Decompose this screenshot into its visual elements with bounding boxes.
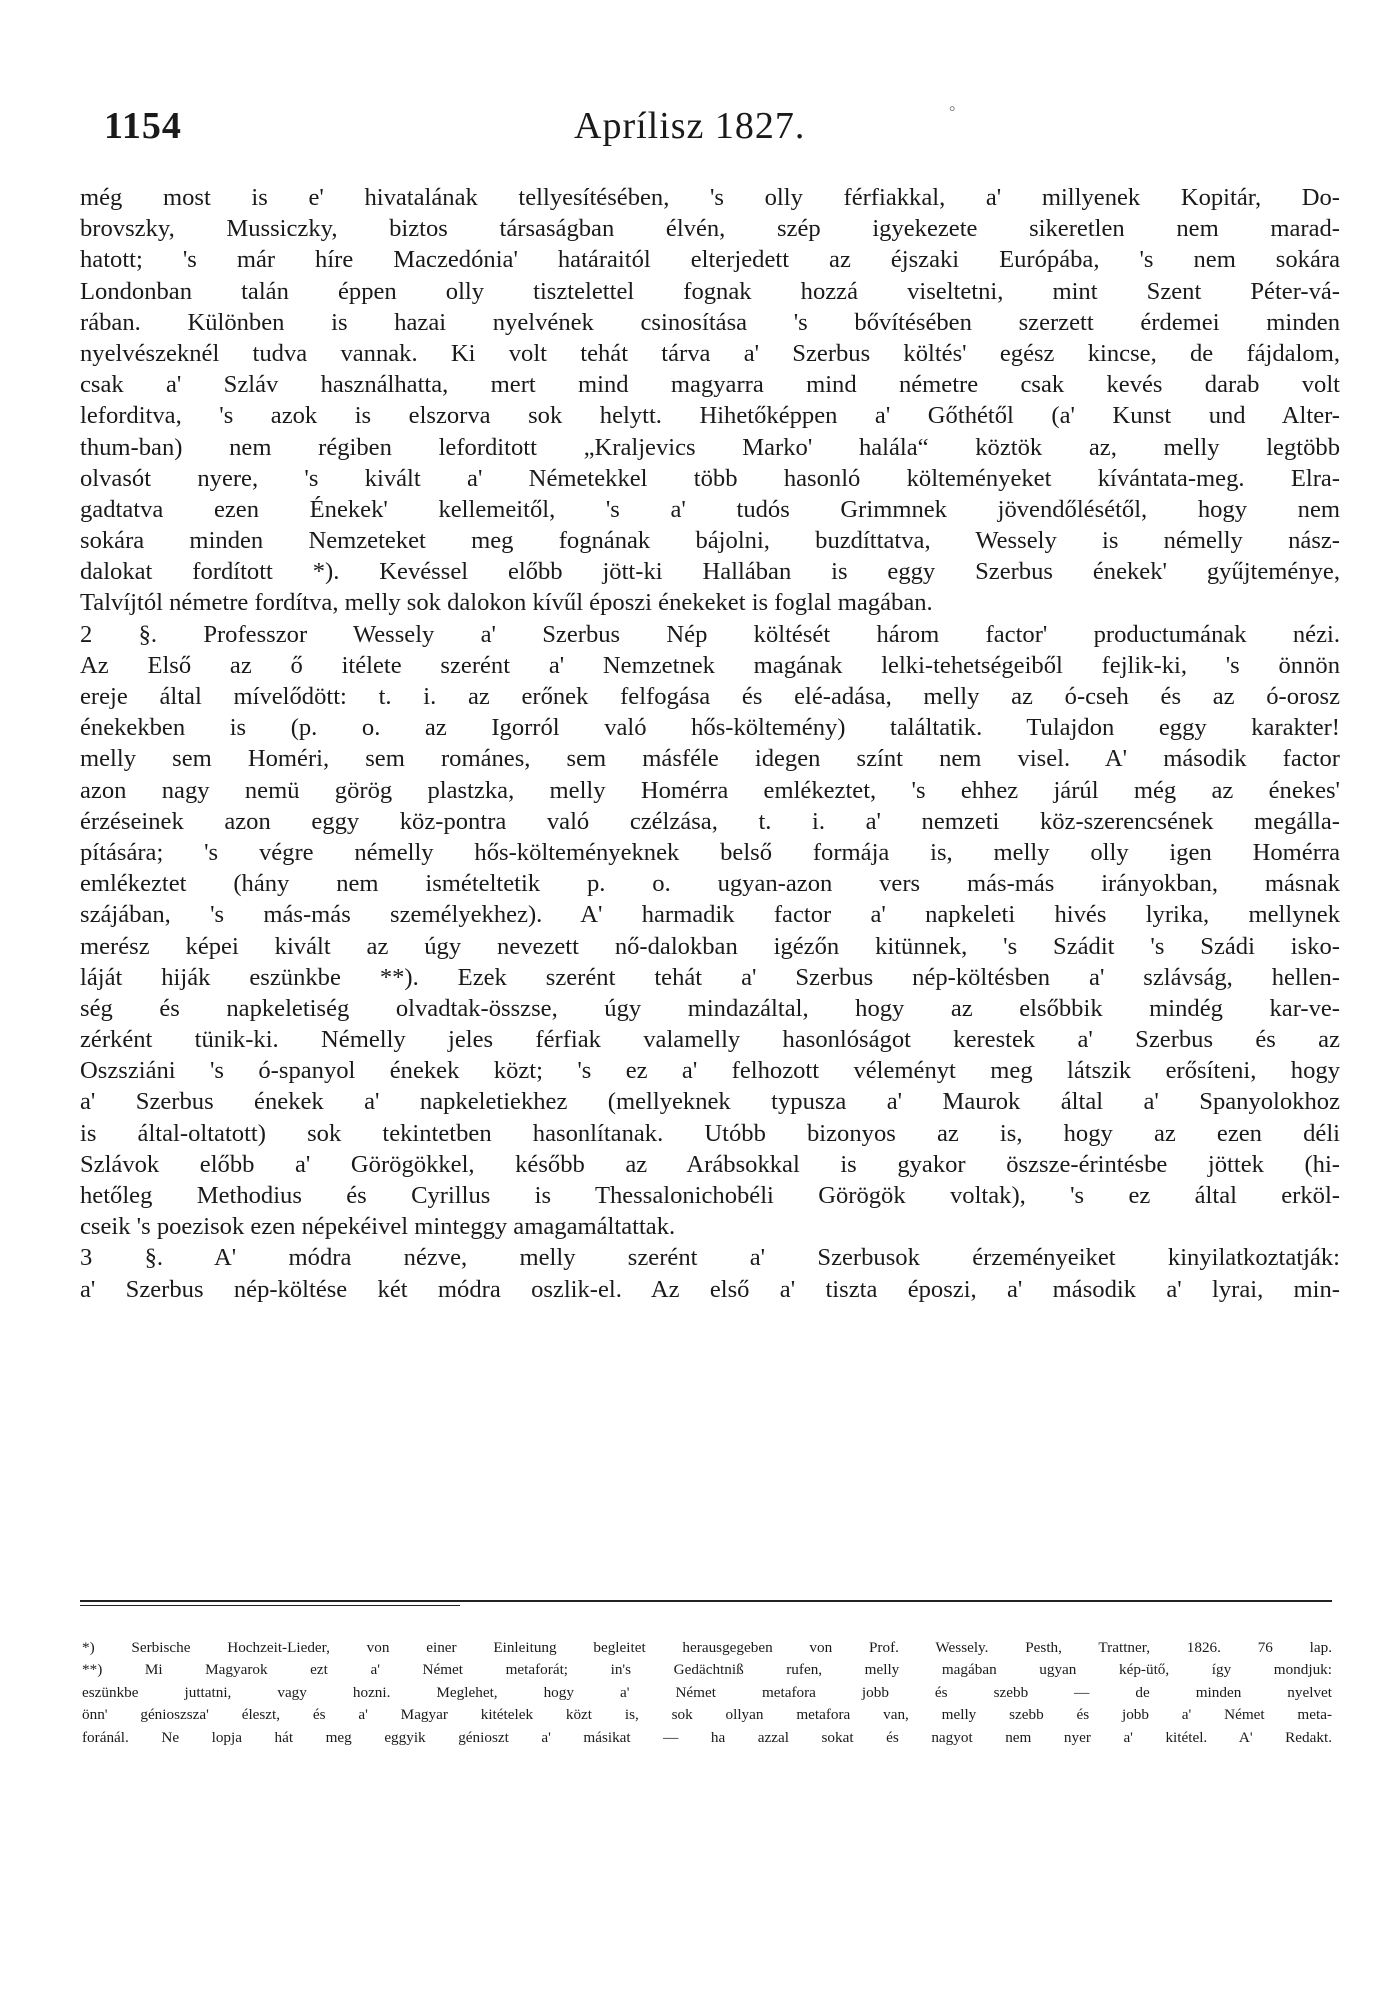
- page-header-title: Aprílisz 1827.: [574, 105, 806, 147]
- footnote-line: önn' génioszsza' éleszt, és a' Magyar kitételek közt is, sok ollyan metafora van, melly szebb és jobb a' Német meta-: [82, 1706, 1332, 1724]
- text-line: ereje által mívelődött: t. i. az erőnek felfogása és elé-adása, melly az ó-cseh és az ó-orosz: [80, 683, 1340, 710]
- text-line: Talvíjtól németre fordítva, melly sok dalokon kívűl époszi énekeket is foglal magában.: [80, 589, 933, 617]
- text-line: zérként tünik-ki. Némelly jeles férfiak valamelly hasonlóságot kerestek a' Szerbus és az: [80, 1026, 1340, 1054]
- text-line: pítására; 's végre némelly hős-költeményeknek belső formája is, melly olly igen Homérra: [80, 838, 1340, 866]
- footnote-line: **) Mi Magyarok ezt a' Német metaforát; in's Gedächtniß rufen, melly magában ugyan kép-ütő, így mondjuk:: [82, 1661, 1332, 1679]
- footnote-line: foránál. Ne lopja hát meg eggyik génioszt a' másikat — ha azzal sokat és nagyot nem nyer a' kitétel. A' Redakt.: [82, 1728, 1332, 1746]
- footnote-line: eszünkbe juttatni, vagy hozni. Meglehet, hogy a' Német metafora jobb és szebb — de minden nyelvet: [82, 1683, 1332, 1701]
- text-line: leforditva, 's azok is elszorva sok helytt. Hihetőképpen a' Gőthétől (a' Kunst und Alter-: [80, 402, 1340, 430]
- text-line: Szlávok előbb a' Görögökkel, később az Arábsokkal is gyakor öszsze-érintésbe jöttek (hi-: [80, 1150, 1340, 1178]
- text-line: sokára minden Nemzeteket meg fognának bájolni, buzdíttatva, Wessely is némelly nász-: [80, 527, 1340, 555]
- text-line: gadtatva ezen Énekek' kellemeitől, 's a' tudós Grimmnek jövendőlésétől, hogy nem: [80, 495, 1340, 523]
- text-line: hatott; 's már híre Maczedónia' határaitól elterjedett az éjszaki Európába, 's nem sokára: [80, 246, 1340, 274]
- text-line: Oszsziáni 's ó-spanyol énekek közt; 's ez a' felhozott véleményt meg látszik erősíteni, hogy: [80, 1057, 1340, 1085]
- text-line: Az Első az ő itélete szerént a' Nemzetnek magának lelki-tehetségeiből fejlik-ki, 's önnön: [80, 651, 1340, 679]
- text-line: emlékeztet (hány nem ismételtetik p. o. ugyan-azon vers más-más irányokban, másnak: [80, 870, 1340, 898]
- footnote-line: *) Serbische Hochzeit-Lieder, von einer Einleitung begleitet herausgegeben von Prof. Wessely. Pesth, Trattner, 1826. 76 lap.: [82, 1639, 1332, 1656]
- text-line: 3 §. A' módra nézve, melly szerént a' Szerbusok érzeményeiket kinyilatkoztatják:: [80, 1244, 1340, 1272]
- text-line: hetőleg Methodius és Cyrillus is Thessalonichobéli Görögök voltak), 's ez által erköl-: [80, 1182, 1340, 1209]
- text-line: cseik 's poezisok ezen népekéivel minteggy amagamáltattak.: [80, 1213, 676, 1241]
- text-line: ség és napkeletiség olvadtak-összse, úgy mindazáltal, hogy az elsőbbik mindég kar-ve-: [80, 994, 1340, 1022]
- text-line: még most is e' hivatalának tellyesítésében, 's olly férfiakkal, a' millyenek Kopitár, Do-: [80, 184, 1340, 211]
- header-ornament: °: [949, 104, 956, 121]
- text-line: nyelvészeknél tudva vannak. Ki volt tehát tárva a' Szerbus költés' egész kincse, de fájdalom,: [80, 339, 1340, 367]
- text-line: a' Szerbus nép-költése két módra oszlik-el. Az első a' tiszta époszi, a' második a' lyrai, min-: [80, 1275, 1340, 1303]
- text-line: szájában, 's más-más személyekhez). A' harmadik factor a' napkeleti hivés lyrika, mellynek: [80, 901, 1340, 929]
- footnotes: [82, 1637, 1332, 1749]
- text-line: brovszky, Mussiczky, biztos társaságban élvén, szép igyekezete sikeretlen nem marad-: [80, 215, 1340, 243]
- footnote-divider-rule: [80, 1605, 460, 1606]
- text-line: thum-ban) nem régiben leforditott „Kraljevics Marko' halála“ köztök az, melly legtöbb: [80, 433, 1340, 461]
- text-line: merész képei kivált az úgy nevezett nő-dalokban igézőn kitünnek, 's Szádit 's Szádi isko-: [80, 932, 1340, 960]
- text-line: dalokat fordított *). Kevéssel előbb jött-ki Hallában is eggy Szerbus énekek' gyűjteménye,: [80, 558, 1340, 586]
- page-number: 1154: [104, 105, 182, 147]
- text-line: 2 §. Professzor Wessely a' Szerbus Nép költését három factor' productumának nézi.: [80, 620, 1340, 648]
- running-head: [104, 104, 1309, 160]
- text-line: melly sem Homéri, sem románes, sem másféle idegen színt nem visel. A' második factor: [80, 745, 1340, 773]
- text-line: a' Szerbus énekek a' napkeletiekhez (mellyeknek typusza a' Maurok által a' Spanyolokhoz: [80, 1088, 1340, 1116]
- text-line: érzéseinek azon eggy köz-pontra való czélzása, t. i. a' nemzeti köz-szerencsének megálla-: [80, 807, 1340, 835]
- text-line: olvasót nyere, 's kivált a' Németekkel több hasonló költeményeket kívántata-meg. Elra-: [80, 464, 1340, 492]
- text-line: azon nagy nemü görög plastzka, melly Homérra emlékeztet, 's ehhez járúl még az énekes': [80, 776, 1340, 804]
- text-line: láját hiják eszünkbe **). Ezek szerént tehát a' Szerbus nép-költésben a' szlávság, hellen-: [80, 963, 1340, 991]
- text-line: csak a' Szláv használhatta, mert mind magyarra mind németre csak kevés darab volt: [80, 371, 1340, 399]
- text-line: énekekben is (p. o. az Igorról való hős-költemény) találtatik. Tulajdon eggy karakter!: [80, 714, 1340, 742]
- text-line: Londonban talán éppen olly tisztelettel fognak hozzá viseltetni, mint Szent Péter-vá-: [80, 277, 1340, 305]
- text-line: rában. Különben is hazai nyelvének csinosítása 's bővítésében szerzett érdemei minden: [80, 308, 1340, 336]
- text-line: is által-oltatott) sok tekintetben hasonlítanak. Utóbb bizonyos az is, hogy az ezen déli: [80, 1119, 1340, 1147]
- main-text-column: [80, 182, 1340, 1305]
- footnote-divider: [80, 1600, 1332, 1602]
